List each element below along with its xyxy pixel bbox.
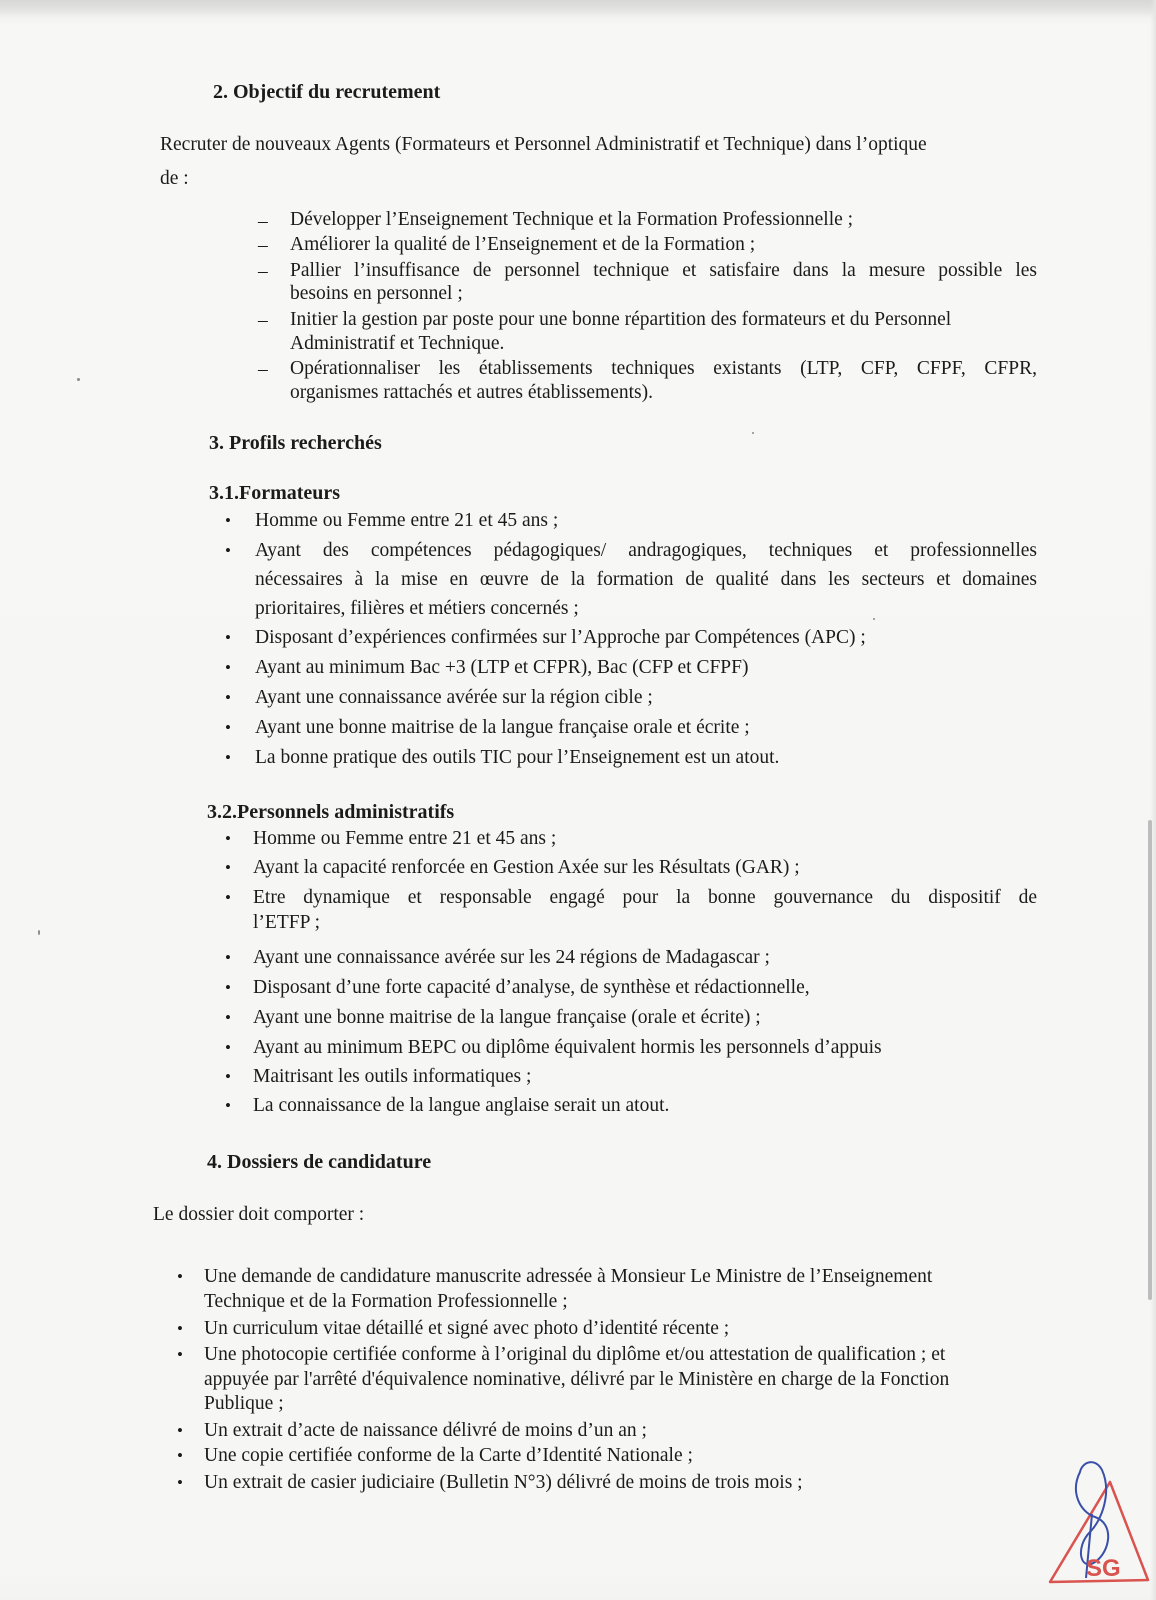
- objective-item: Développer l’Enseignement Technique et la Formation Professionnelle ;: [290, 209, 854, 230]
- section-3-1-title: 3.1.Formateurs: [209, 482, 341, 504]
- application-document-item: Un curriculum vitae détaillé et signé avec photo d’identité récente ;: [204, 1318, 730, 1339]
- list-dash: –: [258, 261, 268, 282]
- list-bullet: •: [225, 1096, 231, 1115]
- trainer-requirement: Ayant une bonne maitrise de la langue française orale et écrite ;: [255, 717, 750, 738]
- admin-requirement-continued: l’ETFP ;: [253, 912, 320, 933]
- list-bullet: •: [225, 511, 231, 530]
- section-2-intro-line-1: Recruter de nouveaux Agents (Formateurs et Personnel Administratif et Technique) dans l’optique: [160, 134, 927, 155]
- list-bullet: •: [225, 658, 231, 677]
- application-document-item-continued: appuyée par l'arrêté d'équivalence nominative, délivré par le Ministère en charge de la Fonction: [204, 1369, 950, 1390]
- admin-requirement: Homme ou Femme entre 21 et 45 ans ;: [253, 828, 557, 849]
- list-dash: –: [258, 235, 268, 256]
- objective-item-continued: Administratif et Technique.: [290, 333, 505, 354]
- scan-speck: [38, 930, 40, 935]
- trainer-requirement: Ayant une connaissance avérée sur la région cible ;: [255, 687, 653, 708]
- scan-speck: [873, 618, 875, 620]
- admin-requirement: Etre dynamique et responsable engagé pour la bonne gouvernance du dispositif de: [253, 887, 1037, 908]
- objective-item: Pallier l’insuffisance de personnel technique et satisfaire dans la mesure possible les: [290, 260, 1037, 281]
- list-bullet: •: [225, 748, 231, 767]
- list-bullet: •: [225, 948, 231, 967]
- trainer-requirement-continued: prioritaires, filières et métiers concernés ;: [255, 598, 579, 619]
- list-bullet: •: [177, 1473, 183, 1492]
- scan-speck: [77, 378, 80, 381]
- application-document-item-continued: Technique et de la Formation Professionnelle ;: [204, 1291, 568, 1312]
- list-bullet: •: [177, 1446, 183, 1465]
- admin-requirement: Ayant la capacité renforcée en Gestion Axée sur les Résultats (GAR) ;: [253, 857, 800, 878]
- admin-requirement: Ayant au minimum BEPC ou diplôme équivalent hormis les personnels d’appuis: [253, 1037, 882, 1058]
- application-document-item: Une copie certifiée conforme de la Carte d’Identité Nationale ;: [204, 1445, 693, 1466]
- list-bullet: •: [177, 1267, 183, 1286]
- scan-speck: [752, 432, 754, 434]
- list-dash: –: [258, 211, 268, 232]
- section-3-title: 3. Profils recherchés: [209, 432, 382, 454]
- list-bullet: •: [225, 888, 231, 907]
- list-bullet: •: [225, 628, 231, 647]
- objective-item: Opérationnaliser les établissements techniques existants (LTP, CFP, CFPF, CFPR,: [290, 358, 1037, 379]
- list-bullet: •: [225, 1038, 231, 1057]
- section-4-title: 4. Dossiers de candidature: [207, 1151, 432, 1173]
- objective-item-continued: besoins en personnel ;: [290, 283, 463, 304]
- list-bullet: •: [225, 1008, 231, 1027]
- section-2-title: 2. Objectif du recrutement: [213, 81, 441, 103]
- application-document-item: Une photocopie certifiée conforme à l’original du diplôme et/ou attestation de qualification ; et: [204, 1344, 946, 1365]
- list-bullet: •: [177, 1421, 183, 1440]
- application-document-item: Un extrait d’acte de naissance délivré de moins d’un an ;: [204, 1420, 647, 1441]
- admin-requirement: La connaissance de la langue anglaise serait un atout.: [253, 1095, 670, 1116]
- trainer-requirement: Ayant au minimum Bac +3 (LTP et CFPR), Bac (CFP et CFPF): [255, 657, 749, 678]
- stamp-text: SG: [1086, 1555, 1121, 1582]
- section-4-intro: Le dossier doit comporter :: [153, 1204, 365, 1225]
- section-2-intro-line-2: de :: [160, 168, 189, 189]
- application-document-item: Un extrait de casier judiciaire (Bulletin N°3) délivré de moins de trois mois ;: [204, 1472, 803, 1493]
- list-bullet: •: [177, 1345, 183, 1364]
- trainer-requirement: La bonne pratique des outils TIC pour l’Enseignement est un atout.: [255, 747, 780, 768]
- list-bullet: •: [225, 1067, 231, 1086]
- scrollbar-thumb[interactable]: [1148, 820, 1152, 1300]
- page-top-shadow: [0, 0, 1156, 18]
- admin-requirement: Disposant d’une forte capacité d’analyse, de synthèse et rédactionnelle,: [253, 977, 810, 998]
- application-document-item-continued: Publique ;: [204, 1393, 284, 1414]
- list-bullet: •: [225, 978, 231, 997]
- trainer-requirement-continued: nécessaires à la mise en œuvre de la formation de qualité dans les secteurs et domaines: [255, 569, 1037, 590]
- trainer-requirement: Disposant d’expériences confirmées sur l’Approche par Compétences (APC) ;: [255, 627, 866, 648]
- trainer-requirement: Homme ou Femme entre 21 et 45 ans ;: [255, 510, 559, 531]
- section-3-2-title: 3.2.Personnels administratifs: [207, 801, 455, 823]
- list-bullet: •: [225, 829, 231, 848]
- objective-item-continued: organismes rattachés et autres établissements).: [290, 382, 653, 403]
- admin-requirement: Ayant une bonne maitrise de la langue française (orale et écrite) ;: [253, 1007, 761, 1028]
- list-bullet: •: [225, 688, 231, 707]
- admin-requirement: Maitrisant les outils informatiques ;: [253, 1066, 532, 1087]
- trainer-requirement: Ayant des compétences pédagogiques/ andragogiques, techniques et professionnelles: [255, 540, 1037, 561]
- application-document-item: Une demande de candidature manuscrite adressée à Monsieur Le Ministre de l’Enseignement: [204, 1266, 933, 1287]
- list-bullet: •: [225, 541, 231, 560]
- sg-stamp-signature: [1040, 1452, 1152, 1592]
- list-bullet: •: [225, 718, 231, 737]
- list-dash: –: [258, 359, 268, 380]
- page-right-edge: [1150, 0, 1156, 1600]
- list-bullet: •: [225, 858, 231, 877]
- list-bullet: •: [177, 1319, 183, 1338]
- admin-requirement: Ayant une connaissance avérée sur les 24 régions de Madagascar ;: [253, 947, 770, 968]
- objective-item: Améliorer la qualité de l’Enseignement et de la Formation ;: [290, 234, 756, 255]
- objective-item: Initier la gestion par poste pour une bonne répartition des formateurs et du Personnel: [290, 309, 952, 330]
- list-dash: –: [258, 310, 268, 331]
